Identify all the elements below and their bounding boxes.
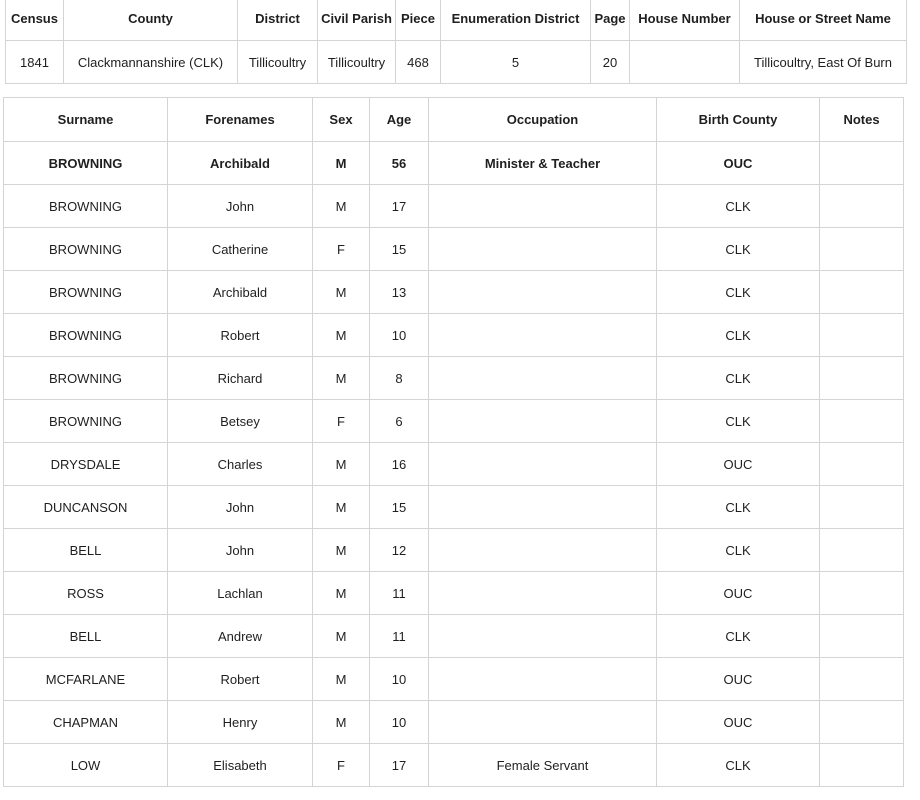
cell-occupation (429, 443, 657, 486)
cell-surname: BROWNING (4, 400, 168, 443)
census-piece: 468 (396, 41, 441, 84)
cell-surname: CHAPMAN (4, 701, 168, 744)
cell-birth-county: OUC (657, 443, 820, 486)
table-row (4, 486, 904, 529)
table-row (4, 142, 904, 185)
cell-surname: MCFARLANE (4, 658, 168, 701)
cell-forenames: John (168, 529, 313, 572)
cell-sex: M (313, 658, 370, 701)
cell-surname: BROWNING (4, 142, 168, 185)
cell-notes (820, 615, 904, 658)
cell-birth-county: OUC (657, 142, 820, 185)
cell-sex: F (313, 228, 370, 271)
cell-occupation (429, 529, 657, 572)
cell-sex: M (313, 486, 370, 529)
cell-surname: BROWNING (4, 228, 168, 271)
table-row (4, 572, 904, 615)
census-year: 1841 (6, 41, 64, 84)
cell-forenames: John (168, 486, 313, 529)
cell-notes (820, 443, 904, 486)
people-header-cell: Forenames (168, 98, 313, 142)
cell-forenames: Archibald (168, 271, 313, 314)
cell-occupation (429, 314, 657, 357)
cell-birth-county: CLK (657, 486, 820, 529)
cell-notes (820, 701, 904, 744)
census-header-cell: Enumeration District (441, 0, 591, 41)
cell-sex: F (313, 744, 370, 787)
cell-occupation (429, 357, 657, 400)
cell-notes (820, 572, 904, 615)
cell-surname: BELL (4, 529, 168, 572)
census-data-row (6, 41, 907, 84)
census-header-cell: Page (591, 0, 630, 41)
cell-surname: ROSS (4, 572, 168, 615)
cell-notes (820, 185, 904, 228)
cell-forenames: Andrew (168, 615, 313, 658)
cell-sex: M (313, 529, 370, 572)
cell-birth-county: CLK (657, 357, 820, 400)
cell-occupation (429, 185, 657, 228)
cell-forenames: Elisabeth (168, 744, 313, 787)
cell-age: 15 (370, 486, 429, 529)
cell-sex: M (313, 271, 370, 314)
cell-occupation (429, 572, 657, 615)
cell-notes (820, 357, 904, 400)
cell-notes (820, 486, 904, 529)
census-enumeration-district: 5 (441, 41, 591, 84)
cell-notes (820, 228, 904, 271)
cell-sex: M (313, 185, 370, 228)
census-header-cell: House or Street Name (740, 0, 907, 41)
census-house-number (630, 41, 740, 84)
cell-surname: DRYSDALE (4, 443, 168, 486)
census-header-cell: District (238, 0, 318, 41)
table-row (4, 228, 904, 271)
cell-surname: DUNCANSON (4, 486, 168, 529)
census-header-cell: Civil Parish (318, 0, 396, 41)
table-row (4, 185, 904, 228)
people-header-cell: Sex (313, 98, 370, 142)
cell-age: 10 (370, 314, 429, 357)
people-header-cell: Surname (4, 98, 168, 142)
cell-occupation (429, 400, 657, 443)
people-header-cell: Birth County (657, 98, 820, 142)
census-county: Clackmannanshire (CLK) (64, 41, 238, 84)
cell-sex: M (313, 615, 370, 658)
cell-age: 10 (370, 701, 429, 744)
cell-birth-county: CLK (657, 228, 820, 271)
table-row (4, 701, 904, 744)
cell-age: 11 (370, 615, 429, 658)
table-row (4, 271, 904, 314)
cell-birth-county: CLK (657, 185, 820, 228)
cell-sex: M (313, 142, 370, 185)
cell-surname: BROWNING (4, 314, 168, 357)
cell-forenames: John (168, 185, 313, 228)
cell-age: 15 (370, 228, 429, 271)
census-header-cell: Census (6, 0, 64, 41)
cell-birth-county: CLK (657, 744, 820, 787)
cell-birth-county: OUC (657, 701, 820, 744)
cell-birth-county: OUC (657, 658, 820, 701)
table-row (4, 400, 904, 443)
cell-surname: BELL (4, 615, 168, 658)
cell-notes (820, 314, 904, 357)
cell-birth-county: CLK (657, 615, 820, 658)
table-row (4, 357, 904, 400)
census-info-table (5, 0, 907, 84)
census-civil-parish: Tillicoultry (318, 41, 396, 84)
cell-forenames: Catherine (168, 228, 313, 271)
cell-sex: F (313, 400, 370, 443)
people-header-cell: Notes (820, 98, 904, 142)
cell-surname: BROWNING (4, 185, 168, 228)
cell-forenames: Charles (168, 443, 313, 486)
cell-notes (820, 744, 904, 787)
cell-notes (820, 529, 904, 572)
cell-notes (820, 271, 904, 314)
cell-age: 56 (370, 142, 429, 185)
table-row (4, 744, 904, 787)
cell-forenames: Betsey (168, 400, 313, 443)
cell-surname: BROWNING (4, 271, 168, 314)
table-row (4, 443, 904, 486)
cell-forenames: Lachlan (168, 572, 313, 615)
cell-notes (820, 142, 904, 185)
cell-occupation (429, 228, 657, 271)
cell-forenames: Henry (168, 701, 313, 744)
cell-age: 8 (370, 357, 429, 400)
census-header-row (6, 0, 907, 41)
household-members-table (3, 97, 904, 787)
cell-sex: M (313, 314, 370, 357)
people-header-cell: Age (370, 98, 429, 142)
cell-age: 6 (370, 400, 429, 443)
cell-forenames: Archibald (168, 142, 313, 185)
census-header-cell: County (64, 0, 238, 41)
census-header-cell: House Number (630, 0, 740, 41)
table-row (4, 529, 904, 572)
table-row (4, 615, 904, 658)
cell-occupation (429, 486, 657, 529)
cell-sex: M (313, 701, 370, 744)
census-header-cell: Piece (396, 0, 441, 41)
cell-age: 12 (370, 529, 429, 572)
cell-birth-county: CLK (657, 529, 820, 572)
cell-notes (820, 400, 904, 443)
cell-age: 10 (370, 658, 429, 701)
cell-forenames: Robert (168, 314, 313, 357)
cell-age: 17 (370, 744, 429, 787)
census-page: 20 (591, 41, 630, 84)
people-header-row (4, 98, 904, 142)
cell-sex: M (313, 443, 370, 486)
cell-occupation: Minister & Teacher (429, 142, 657, 185)
people-header-cell: Occupation (429, 98, 657, 142)
cell-birth-county: OUC (657, 572, 820, 615)
cell-age: 17 (370, 185, 429, 228)
cell-sex: M (313, 572, 370, 615)
cell-age: 13 (370, 271, 429, 314)
cell-surname: LOW (4, 744, 168, 787)
cell-forenames: Robert (168, 658, 313, 701)
cell-birth-county: CLK (657, 271, 820, 314)
cell-age: 16 (370, 443, 429, 486)
cell-surname: BROWNING (4, 357, 168, 400)
table-row (4, 658, 904, 701)
cell-forenames: Richard (168, 357, 313, 400)
cell-birth-county: CLK (657, 400, 820, 443)
cell-occupation (429, 701, 657, 744)
cell-notes (820, 658, 904, 701)
cell-occupation: Female Servant (429, 744, 657, 787)
census-district: Tillicoultry (238, 41, 318, 84)
cell-occupation (429, 615, 657, 658)
cell-occupation (429, 271, 657, 314)
cell-sex: M (313, 357, 370, 400)
cell-birth-county: CLK (657, 314, 820, 357)
cell-age: 11 (370, 572, 429, 615)
cell-occupation (429, 658, 657, 701)
census-street-name: Tillicoultry, East Of Burn (740, 41, 907, 84)
table-row (4, 314, 904, 357)
